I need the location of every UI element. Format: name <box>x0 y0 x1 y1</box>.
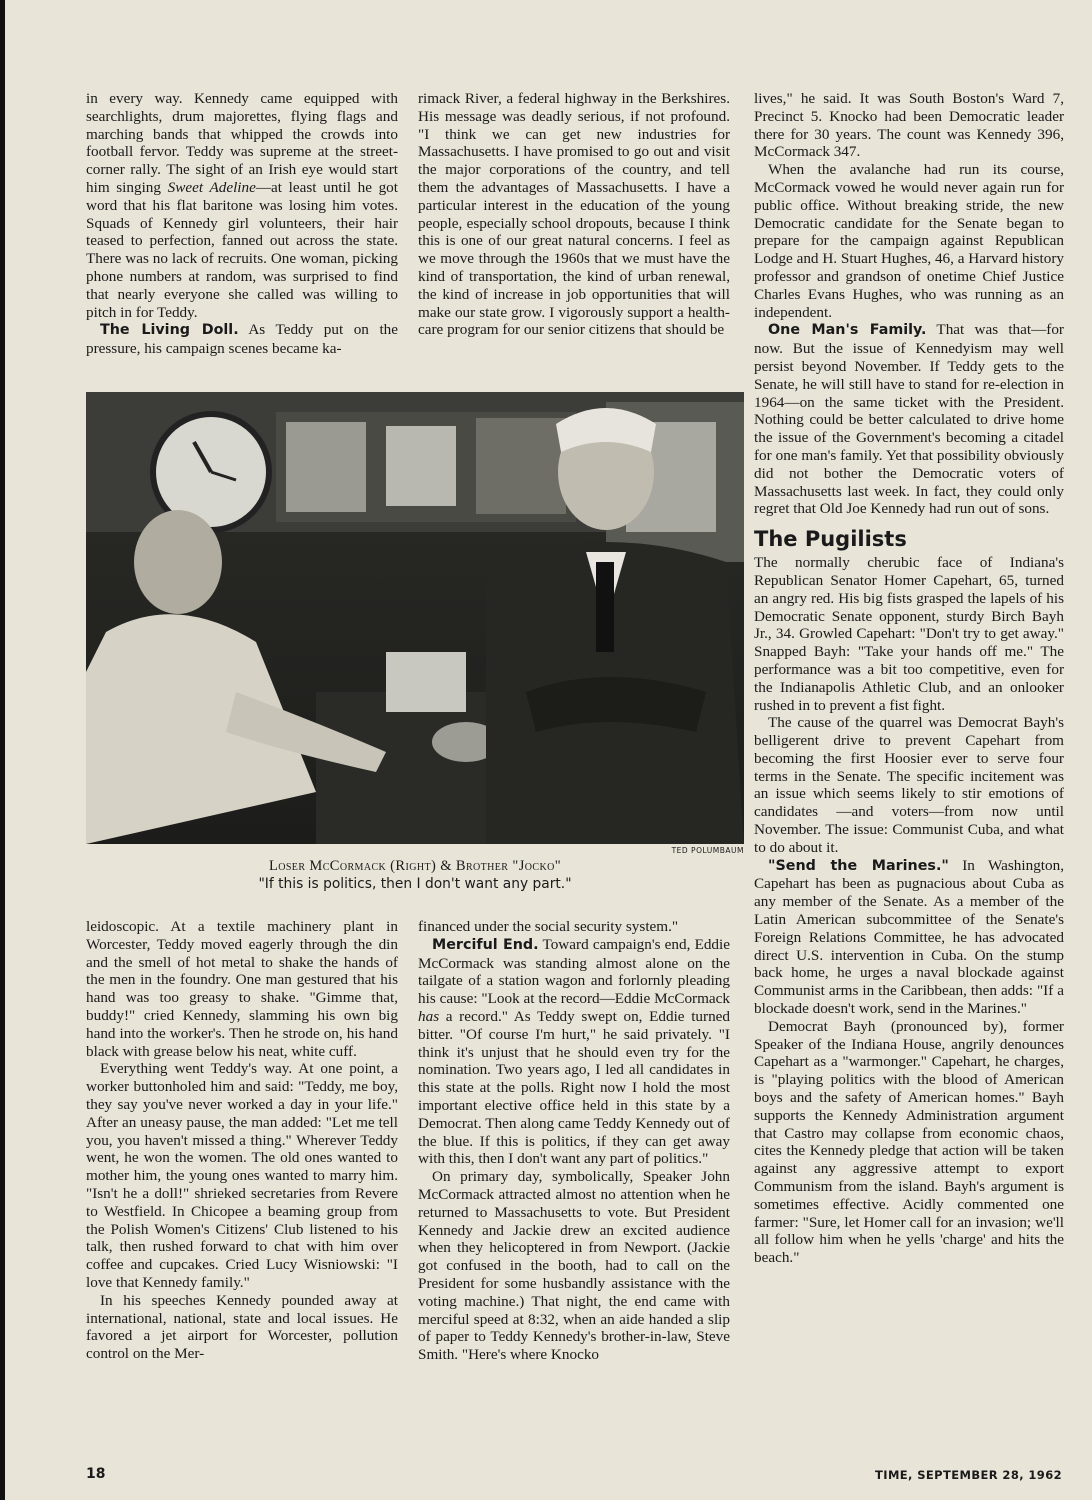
subheading: The Living Doll. <box>100 322 239 339</box>
paragraph: The normally cherubic face of Indiana's Republican Senator Homer Capehart, 65, turned an angry red. His big fists grasped the lapels of his Democratic Senate opponent, sturdy Birch Bayh Jr., 34. Growled Capehart: "Don't try to get away." Snapped Bayh: "Take your hands off me." The performance was a bit too competitive, even for the Indianapolis Athletic Club, and an onlooker rushed in to prevent a fist fight. <box>754 554 1064 714</box>
column-1-top <box>86 90 398 358</box>
paragraph: When the avalanche had run its course, McCormack vowed he would never again run for public office. Without breaking stride, the new Democratic candidate for the Senate began to prepare for the campaign against Republican Lodge and H. Stuart Hughes, 46, a Harvard history professor and grandson of onetime Chief Justice Charles Evans Hughes, who was running as an independent. <box>754 161 1065 321</box>
paragraph: The cause of the quarrel was Democrat Bayh's belligerent drive to prevent Capehart from becoming the first Hoosier ever to serve four terms in the Senate. The specific incitement was an issue which seems likely to stir emotions of candidates —and voters—from now until November. The issue: Communist Cuba, and what to do about it. <box>754 714 1064 856</box>
paragraph: financed under the social security system." <box>418 918 679 935</box>
paragraph: On primary day, symbolically, Speaker John McCormack attracted almost no attention when he returned to Massachusetts to vote. But President Kennedy and Jackie drew an excited audience when they helicoptered in from Newport. (Jackie got confused in the booth, had to call on the President for some husbandly assistance with the voting machine.) That night, the end came with merciful speed at 8:32, when an aide handed a slip of paper to Teddy Kennedy's brother-in-law, Steve Smith. "Here's where Knocko <box>418 1168 730 1364</box>
song-title: Sweet Adeline <box>167 178 256 196</box>
photo-mccormack-brothers <box>86 392 744 844</box>
page-binding-edge <box>0 0 5 1500</box>
photo-credit: TED POLUMBAUM <box>671 846 744 855</box>
paragraph: lives," he said. It was South Boston's Ward 7, Precinct 5. Knocko had been Democratic leader there for 30 years. The count was Kennedy 396, McCormack 347. <box>754 90 1064 161</box>
photo-caption-quote: "If this is politics, then I don't want any part." <box>258 876 572 892</box>
paragraph: Everything went Teddy's way. At one point, a worker buttonholed him and said: "Teddy, me boy, they say you've never worked a day in your life." After an uneasy pause, the man added: "Let me tell you, you haven't missed a thing." Wherever Teddy went, he won the women. The old ones wanted to mother him, the young ones wanted to marry him. "Isn't he a doll!" shrieked secretaries from Revere to Westfield. In Chicopee a beaming group from the Polish Women's Citizens' Club listened to his talk, then rushed forward to chat with him over coffee and cupcakes. Cried Lucy Wisniowski: "I love that Kennedy family." <box>86 1060 398 1291</box>
paragraph: In his speeches Kennedy pounded away at international, national, state and local issues. He favored a jet airport for Worcester, pollution control on the Mer- <box>86 1291 398 1363</box>
column-3 <box>754 90 1064 1267</box>
photo-caption: Loser McCormack (Right) & Brother "Jocko" <box>268 858 562 874</box>
photograph <box>86 392 744 844</box>
paragraph: rimack River, a federal highway in the Berkshires. His message was deadly serious, if not profound. "I think we can get new industries for Massachusetts. I have promised to go out and visit the major corporations of the country, and tell them the advantages of Massachusetts. I have a particular interest in the education of the young people, especially school dropouts, because I think this is one of our great natural concerns. I feel as we move through the 1960s that we must have the kind of transportation, the kind of urban renewal, the kind of increase in job opportunities that will make our state grow. I vigorously support a health-care program for our senior citizens that should be <box>418 90 730 339</box>
paragraph: Merciful End. Toward campaign's end, Eddie McCormack was standing almost alone on the tailgate of a station wagon and forlornly pleading his cause: "Look at the record—Eddie McCormack has a record." As Teddy swept on, Eddie turned bitter. "Of course I'm hurt," he said privately. "I think it's unjust that he should even try for the nomination. Two years ago, I led all candidates in this state at the polls. Right now I hold the most important elective office held in this state by a Democrat. Then along came Teddy Kennedy out of the blue. If this is politics, if they can get away with this, then I don't want any part of politics." <box>418 935 730 1168</box>
column-2-top <box>418 90 730 339</box>
paragraph: in every way. Kennedy came equipped with searchlights, drum majorettes, flying flags and marching bands that whipped the crowds into football fervor. Teddy was supreme at the street-corner rally. The sight of an Irish eye would start him singing Sweet Adeline—at least until he got word that his flat baritone was losing him votes. Squads of Kennedy girl volunteers, their hair teased to perfection, fanned out across the state. There was no lack of recruits. One woman, picking phone numbers at random, was surprised to find that nearly everyone she called was willing to pitch in for Teddy. <box>86 90 398 321</box>
column-2-bottom <box>418 918 730 1364</box>
publication-date: TIME, SEPTEMBER 28, 1962 <box>875 1468 1062 1482</box>
paragraph: The Living Doll. As Teddy put on the pressure, his campaign scenes became ka- <box>86 321 398 358</box>
paragraph: leidoscopic. At a textile machinery plant in Worcester, Teddy moved eagerly through the din and the smell of hot metal to shake the hands of the men in the foundry. One man gestured that his hand was too greasy to shake. "Gimme that, buddy!" cried Kennedy, slamming his own big hand into the worker's. Then he strode on, his hand black with grease below his neat, white cuff. <box>86 918 398 1060</box>
subheading: One Man's Family. <box>768 322 927 339</box>
paragraph: "Send the Marines." In Washington, Capehart has been as pugnacious about Cuba as any member of the Senate. As a member of the Latin American subcommittee of the Senate's Foreign Relations Committee, he has advocated direct U.S. intervention in Cuba. On the stump back home, he urges a naval blockade against Communist arms in the Caribbean, then adds: "If a blockade doesn't work, send in the Marines." <box>754 856 1064 1018</box>
paragraph: One Man's Family. That was that—for now. But the issue of Kennedyism may well persist beyond November. If Teddy gets to the Senate, he will still have to stand for re-election in 1964—on the same ticket with the President. Nothing could be better calculated to drive home the issue of the Government's becoming a citadel for one man's family. Yet that possibility obviously did not bother the Democratic voters of Massachusetts last week. In fact, they could only regret that Old Joe Kennedy had run out of sons. <box>754 321 1064 518</box>
paragraph: Democrat Bayh (pronounced by), former Speaker of the Indiana House, angrily denounces Capehart as a "warmonger." Capehart, he charges, is "playing politics with the blood of American boys and the safety of American homes." Bayh supports the Kennedy Administration argument that Castro may collapse from economic chaos, cites the Kennedy pledge that action will be taken against any aggressive attempt to export Communism from the island. Bayh's argument is sometimes effective. Acidly commented one farmer: "Sure, let Homer call for an invasion; we'll all follow him when he yells 'charge' and hits the beach." <box>754 1017 1064 1267</box>
subheading: "Send the Marines." <box>768 857 949 874</box>
article-headline: The Pugilists <box>754 527 907 552</box>
subheading: Merciful End. <box>432 936 539 953</box>
page-number: 18 <box>86 1466 106 1482</box>
column-1-bottom <box>86 918 398 1363</box>
